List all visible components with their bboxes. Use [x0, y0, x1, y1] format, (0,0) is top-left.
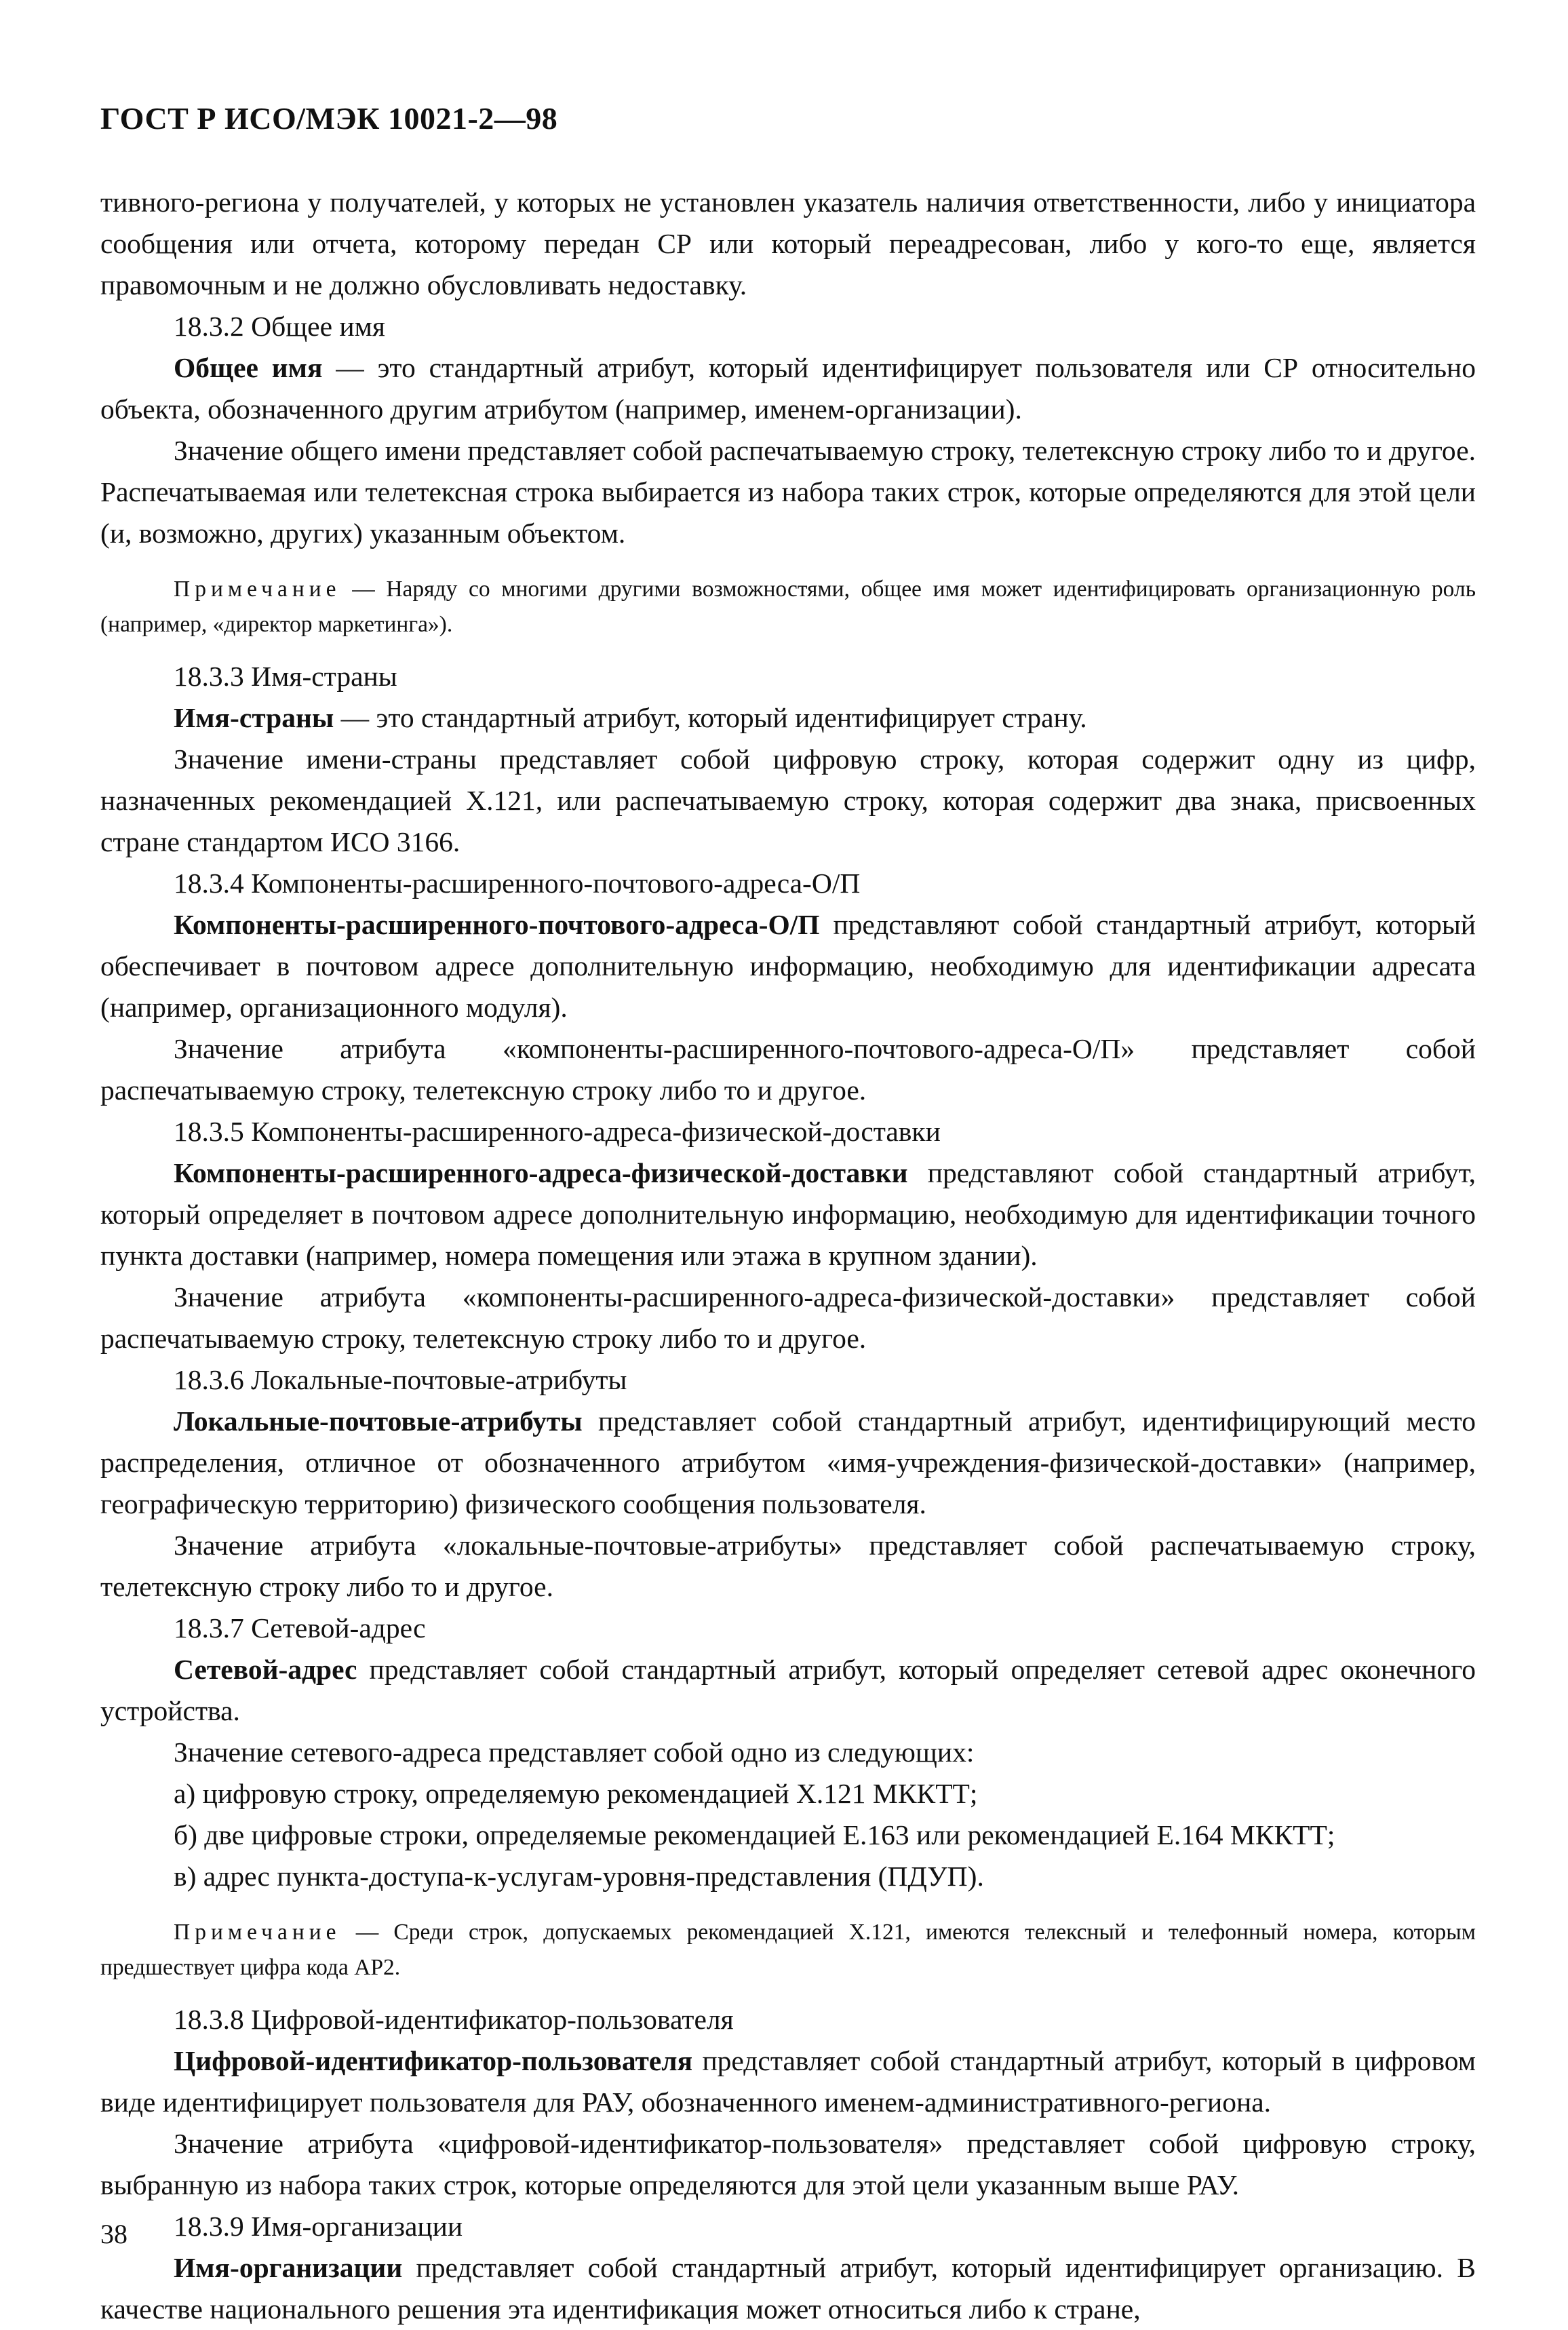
term: Компоненты-расширенного-адреса-физической-доставки — [174, 1157, 908, 1188]
paragraph — [100, 697, 1476, 739]
paragraph-text: представляют собой стандартный атрибут, который определяет в почтовом адресе дополнительную информацию, необходимую для идентификации точного пункта доставки (например, номера помещения или этажа в крупном здании). — [100, 1157, 1476, 1271]
section-heading-18-3-7: 18.3.7 Сетевой-адрес — [174, 1612, 426, 1644]
list-item: а) цифровую строку, определяемую рекомендацией X.121 МККТТ; — [174, 1778, 978, 1809]
paragraph-text: представляют собой стандартный атрибут, который обеспечивает в почтовом адресе дополнительную информацию, необходимую для идентификации адресата (например, организационного модуля). — [100, 909, 1476, 1023]
paragraph-text: — это стандартный атрибут, который идентифицирует страну. — [334, 702, 1087, 733]
paragraph — [100, 1649, 1476, 1732]
term: Общее имя — [174, 352, 323, 383]
document-body — [100, 182, 1476, 2330]
note-text: — Наряду со многими другими возможностями, общее имя может идентифицировать организационную роль (например, «директор маркетинга»). — [100, 577, 1476, 637]
note — [100, 572, 1476, 642]
section-heading-18-3-8: 18.3.8 Цифровой-идентификатор-пользователя — [174, 2004, 734, 2035]
paragraph: Значение атрибута «компоненты-расширенного-почтового-адреса-О/П» представляет собой распечатываемую строку, телетексную строку либо то и другое. — [100, 1033, 1476, 1106]
paragraph — [100, 1401, 1476, 1525]
paragraph: Значение атрибута «цифровой-идентификатор-пользователя» представляет собой цифровую строку, выбранную из набора таких строк, которые определяются для этой цели указанным выше РАУ. — [100, 2128, 1476, 2200]
paragraph-text: — это стандартный атрибут, который идентифицирует пользователя или СР относительно объекта, обозначенного другим атрибутом (например, именем-организации). — [100, 352, 1476, 425]
term: Имя-организации — [174, 2252, 403, 2283]
page-number: 38 — [100, 2219, 128, 2249]
paragraph — [100, 1152, 1476, 1277]
paragraph: Значение сетевого-адреса представляет собой одно из следующих: — [174, 1736, 975, 1768]
term: Компоненты-расширенного-почтового-адреса-О/П — [174, 909, 820, 940]
term: Сетевой-адрес — [174, 1654, 357, 1685]
paragraph: тивного-региона у получателей, у которых не установлен указатель наличия ответственности, либо у инициатора сообщения или отчета, которому передан СР или который переадресован, либо у кого-то еще, является правомочным и не должно обусловливать недоставку. — [100, 187, 1476, 300]
paragraph — [100, 2247, 1476, 2330]
section-heading-18-3-6: 18.3.6 Локальные-почтовые-атрибуты — [174, 1364, 627, 1395]
paragraph-text: представляет собой стандартный атрибут, который идентифицирует организацию. В качестве национального решения эта идентификация может относиться либо к стране, — [100, 2252, 1476, 2325]
term: Цифровой-идентификатор-пользователя — [174, 2045, 693, 2076]
paragraph — [100, 904, 1476, 1028]
note-text: — Среди строк, допускаемых рекомендацией X.121, имеются телексный и телефонный номера, которым предшествует цифра кода АР2. — [100, 1920, 1476, 1980]
paragraph: Значение общего имени представляет собой распечатываемую строку, телетексную строку либо то и другое. Распечатываемая или телетексная строка выбирается из набора таких строк, которые определяются для этой цели (и, возможно, других) указанным объектом. — [100, 435, 1476, 549]
note-label: Примечание — [174, 1920, 341, 1945]
paragraph — [100, 347, 1476, 430]
list-item: в) адрес пункта-доступа-к-услугам-уровня-представления (ПДУП). — [174, 1861, 984, 1892]
note — [100, 1915, 1476, 1985]
section-heading-18-3-5: 18.3.5 Компоненты-расширенного-адреса-физической-доставки — [174, 1116, 941, 1147]
section-heading-18-3-4: 18.3.4 Компоненты-расширенного-почтового-адреса-О/П — [174, 868, 861, 899]
paragraph: Значение имени-страны представляет собой цифровую строку, которая содержит одну из цифр, назначенных рекомендацией X.121, или распечатываемую строку, которая содержит два знака, присвоенных стране стандартом ИСО 3166. — [100, 743, 1476, 857]
paragraph — [100, 2040, 1476, 2123]
section-heading-18-3-9: 18.3.9 Имя-организации — [174, 2211, 463, 2242]
section-heading-18-3-2: 18.3.2 Общее имя — [174, 311, 385, 342]
list-item: б) две цифровые строки, определяемые рекомендацией E.163 или рекомендацией E.164 МККТТ; — [174, 1819, 1335, 1850]
paragraph-text: представляет собой стандартный атрибут, который определяет сетевой адрес оконечного устройства. — [100, 1654, 1476, 1726]
page-header-title: ГОСТ Р ИСО/МЭК 10021-2—98 — [100, 101, 558, 136]
section-heading-18-3-3: 18.3.3 Имя-страны — [174, 661, 397, 692]
paragraph-text: представляет собой стандартный атрибут, идентифицирующий место распределения, отличное от обозначенного атрибутом «имя-учреждения-физической-доставки» (например, географическую территорию) физического сообщения пользователя. — [100, 1405, 1476, 1519]
paragraph: Значение атрибута «компоненты-расширенного-адреса-физической-доставки» представляет собой распечатываемую строку, телетексную строку либо то и другое. — [100, 1281, 1476, 1354]
paragraph: Значение атрибута «локальные-почтовые-атрибуты» представляет собой распечатываемую строку, телетексную строку либо то и другое. — [100, 1530, 1476, 1602]
note-label: Примечание — [174, 577, 341, 602]
term: Локальные-почтовые-атрибуты — [174, 1405, 583, 1437]
paragraph-text: представляет собой стандартный атрибут, который в цифровом виде идентифицирует пользователя для РАУ, обозначенного именем-административного-региона. — [100, 2045, 1476, 2118]
term: Имя-страны — [174, 702, 334, 733]
